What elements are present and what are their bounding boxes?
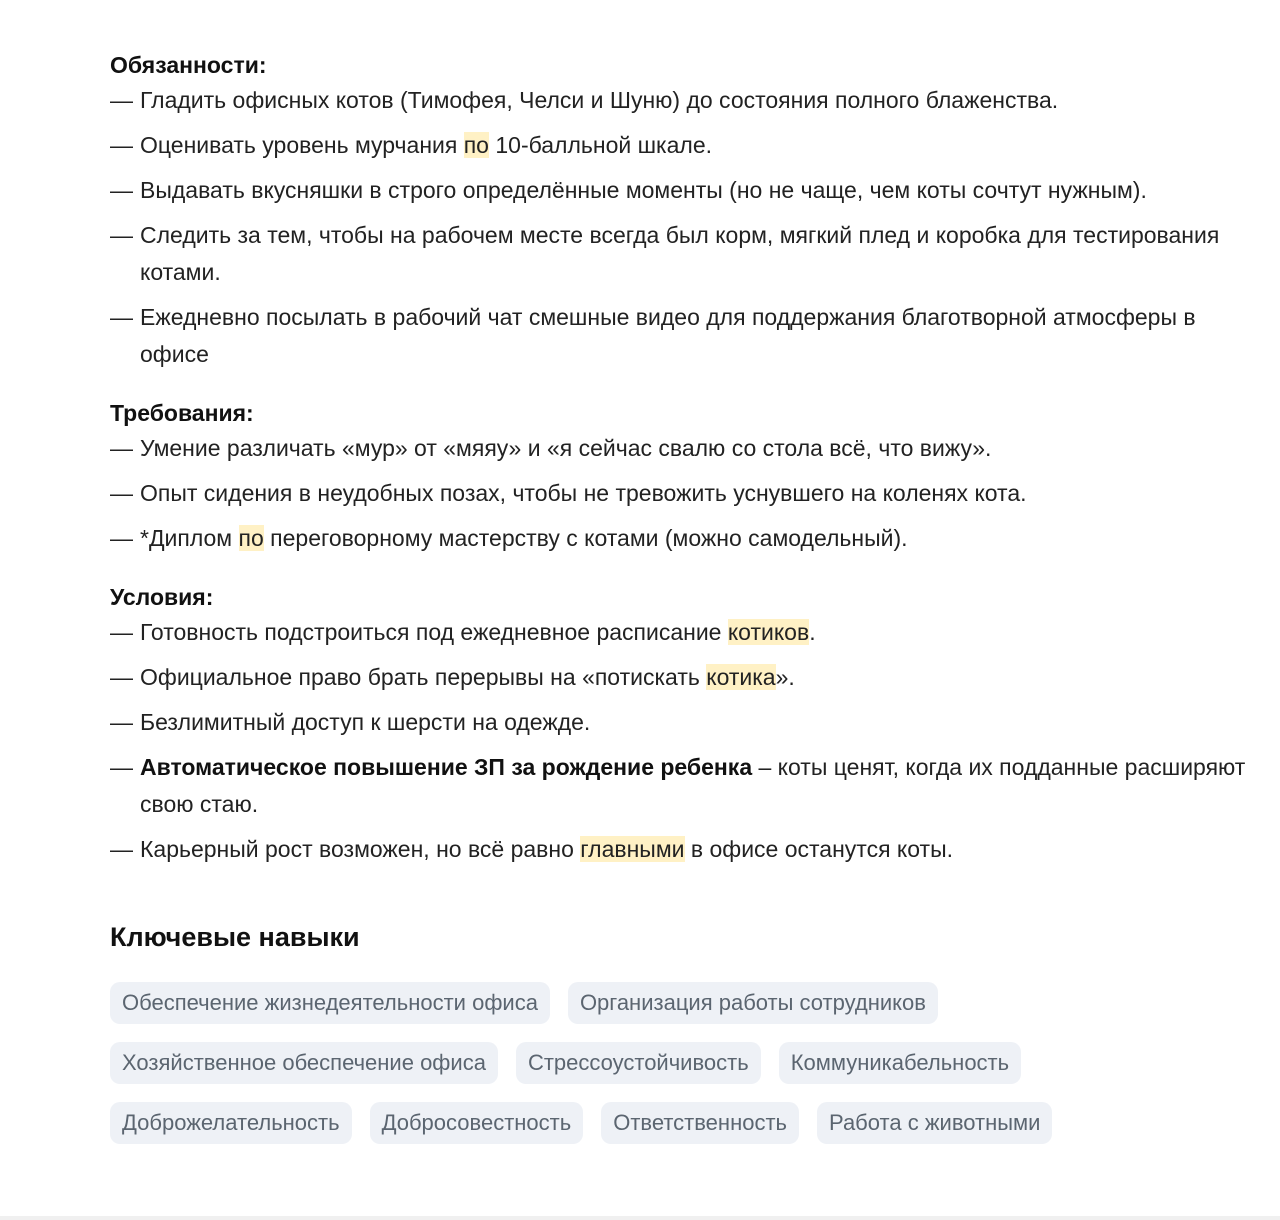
list-item: [110, 82, 1260, 119]
skill-tag[interactable]: Работа с животными: [817, 1102, 1052, 1144]
list-marker: —: [110, 435, 133, 461]
item-text: переговорному мастерству с котами (можно самодельный).: [263, 525, 908, 551]
duties-section: [110, 50, 1260, 373]
item-text: в офисе останутся коты.: [684, 836, 953, 862]
list-marker: —: [110, 525, 133, 551]
list-marker: —: [110, 664, 133, 690]
list-item: [110, 172, 1260, 209]
conditions-list: [110, 614, 1260, 868]
list-marker: —: [110, 87, 133, 113]
item-text: – коты ценят, когда их подданные расширяют свою стаю.: [140, 754, 1246, 817]
list-marker: —: [110, 480, 133, 506]
list-item: [110, 704, 1260, 741]
highlighted-term: котика: [706, 664, 776, 690]
item-text: .: [809, 619, 816, 645]
highlighted-term: по: [238, 525, 264, 551]
requirements-list: [110, 430, 1260, 557]
list-item: [110, 430, 1260, 467]
bottom-divider: [0, 1216, 1280, 1220]
skill-tag[interactable]: Добросовестность: [370, 1102, 584, 1144]
skill-tag[interactable]: Обеспечение жизнедеятельности офиса: [110, 982, 550, 1024]
item-text: 10-балльной шкале.: [488, 132, 713, 158]
list-marker: —: [110, 304, 133, 330]
list-marker: —: [110, 754, 133, 780]
skill-tag[interactable]: Организация работы сотрудников: [568, 982, 938, 1024]
duties-heading: Обязанности:: [110, 52, 267, 78]
list-item: [110, 520, 1260, 557]
list-marker: —: [110, 619, 133, 645]
skill-tag[interactable]: Хозяйственное обеспечение офиса: [110, 1042, 498, 1084]
list-item: [110, 659, 1260, 696]
conditions-heading: Условия:: [110, 584, 214, 610]
list-marker: —: [110, 709, 133, 735]
list-marker: —: [110, 222, 133, 248]
item-text: Оценивать уровень мурчания: [140, 132, 464, 158]
item-text: Умение различать «мур» от «мяяу» и «я сейчас свалю со стола всё, что вижу».: [140, 435, 992, 461]
item-text: Карьерный рост возможен, но всё равно: [140, 836, 581, 862]
item-text: Ежедневно посылать в рабочий чат смешные видео для поддержания благотворной атмосферы в офисе: [140, 304, 1196, 367]
list-item: [110, 127, 1260, 164]
list-item: [110, 299, 1260, 373]
highlighted-term: главными: [580, 836, 685, 862]
skill-tag[interactable]: Ответственность: [601, 1102, 799, 1144]
item-text: ».: [775, 664, 795, 690]
highlighted-term: по: [463, 132, 489, 158]
list-marker: —: [110, 177, 133, 203]
item-text: Готовность подстроиться под ежедневное расписание: [140, 619, 728, 645]
highlighted-term: котиков: [727, 619, 810, 645]
list-item: [110, 749, 1260, 823]
requirements-heading: Требования:: [110, 400, 254, 426]
vacancy-description: [110, 50, 1260, 1162]
requirements-section: [110, 398, 1260, 557]
item-text: *Диплом: [140, 525, 239, 551]
key-skills-title: Ключевые навыки: [110, 922, 360, 952]
conditions-section: [110, 582, 1260, 868]
item-text: Официальное право брать перерывы на «потискать: [140, 664, 707, 690]
item-text: Следить за тем, чтобы на рабочем месте всегда был корм, мягкий плед и коробка для тестирования котами.: [140, 222, 1220, 285]
item-text: Выдавать вкусняшки в строго определённые моменты (но не чаще, чем коты сочтут нужным).: [140, 177, 1147, 203]
list-item: [110, 831, 1260, 868]
skill-tag[interactable]: Доброжелательность: [110, 1102, 352, 1144]
item-text: Опыт сидения в неудобных позах, чтобы не тревожить уснувшего на коленях кота.: [140, 480, 1027, 506]
item-text: Безлимитный доступ к шерсти на одежде.: [140, 709, 591, 735]
skill-tag[interactable]: Коммуникабельность: [779, 1042, 1021, 1084]
list-item: [110, 217, 1260, 291]
list-marker: —: [110, 132, 133, 158]
list-item: [110, 614, 1260, 651]
bold-text: Автоматическое повышение ЗП за рождение ребенка: [140, 754, 753, 780]
skill-tags: [110, 982, 1150, 1162]
duties-list: [110, 82, 1260, 373]
list-item: [110, 475, 1260, 512]
key-skills-section: [110, 920, 1260, 1162]
skill-tag[interactable]: Стрессоустойчивость: [516, 1042, 761, 1084]
list-marker: —: [110, 836, 133, 862]
item-text: Гладить офисных котов (Тимофея, Челси и Шуню) до состояния полного блаженства.: [140, 87, 1059, 113]
